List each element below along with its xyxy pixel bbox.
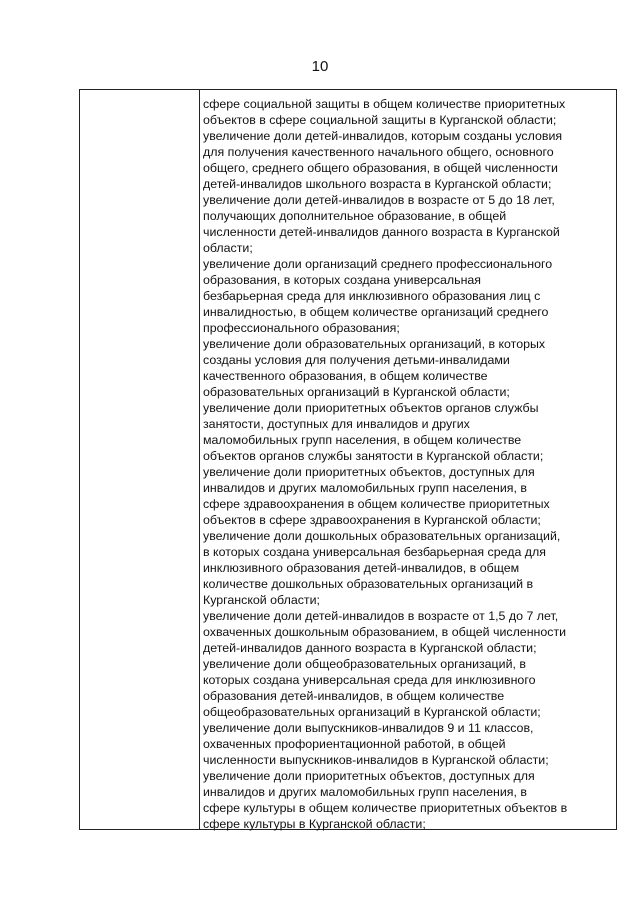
indicator-text-line: увеличение доли детей-инвалидов, которым созданы условия xyxy=(203,129,563,143)
indicator-text-line: увеличение доли образовательных организаций, в которых xyxy=(203,337,546,351)
indicator-text-line: охваченных дошкольным образованием, в общей численности xyxy=(203,625,567,639)
indicator-text-line: увеличение доли детей-инвалидов в возрасте от 1,5 до 7 лет, xyxy=(203,609,559,623)
indicator-text-line: детей-инвалидов школьного возраста в Курганской области; xyxy=(203,177,552,191)
indicator-text-line: объектов органов службы занятости в Курганской области; xyxy=(203,449,544,463)
indicator-text-line: сфере культуры в общем количестве приоритетных объектов в xyxy=(203,801,568,815)
page-number: 10 xyxy=(311,58,329,75)
indicator-text-line: инклюзивного образования детей-инвалидов, в общем xyxy=(203,561,520,575)
indicator-text-line: для получения качественного начального общего, основного xyxy=(203,145,554,159)
indicator-text-line: численности детей-инвалидов данного возраста в Курганской xyxy=(203,225,560,239)
indicator-text-line: сфере социальной защиты в общем количестве приоритетных xyxy=(203,97,566,111)
indicator-text-line: занятости, доступных для инвалидов и других xyxy=(203,417,470,431)
indicator-text-line: инвалидов и других маломобильных групп населения, в xyxy=(203,481,527,495)
indicator-text-line: детей-инвалидов данного возраста в Курганской области; xyxy=(203,641,537,655)
indicator-text-line: увеличение доли приоритетных объектов, доступных для xyxy=(203,465,535,479)
indicator-text-line: охваченных профориентационной работой, в общей xyxy=(203,737,506,751)
indicator-text-line: которых создана универсальная среда для инклюзивного xyxy=(203,673,536,687)
indicator-text-line: образования, в которых создана универсальная xyxy=(203,273,482,287)
indicator-text-line: инвалидов и других маломобильных групп населения, в xyxy=(203,785,527,799)
indicator-text-line: области; xyxy=(203,241,253,255)
indicator-text-line: созданы условия для получения детьми-инвалидами xyxy=(203,353,510,367)
indicator-text-line: объектов в сфере социальной защиты в Курганской области; xyxy=(203,113,557,127)
indicator-text-line: общего, среднего общего образования, в общей численности xyxy=(203,161,558,175)
indicator-text-line: маломобильных групп населения, в общем количестве xyxy=(203,433,522,447)
indicator-text-line: образования детей-инвалидов, в общем количестве xyxy=(203,689,505,703)
indicator-text-line: увеличение доли приоритетных объектов органов службы xyxy=(203,401,539,415)
indicators-table xyxy=(79,89,617,830)
indicator-text-line: инвалидностью, в общем количестве организаций среднего xyxy=(203,305,549,319)
indicator-text-line: увеличение доли дошкольных образовательных организаций, xyxy=(203,529,561,543)
indicator-text-line: сфере культуры в Курганской области; xyxy=(203,817,426,831)
indicator-text-line: численности выпускников-инвалидов в Курганской области; xyxy=(203,753,549,767)
indicator-text-line: увеличение доли выпускников-инвалидов 9 и 11 классов, xyxy=(203,721,534,735)
indicator-text-line: увеличение доли приоритетных объектов, доступных для xyxy=(203,769,535,783)
indicator-text-line: качественного образования, в общем количестве xyxy=(203,369,488,383)
indicator-text-line: получающих дополнительное образование, в общей xyxy=(203,209,507,223)
indicator-text-line: образовательных организаций в Курганской области; xyxy=(203,385,510,399)
indicator-text-line: Курганской области; xyxy=(203,593,320,607)
indicator-text-line: сфере здравоохранения в общем количестве приоритетных xyxy=(203,497,550,511)
indicator-text-line: увеличение доли организаций среднего профессионального xyxy=(203,257,553,271)
indicator-text-line: профессионального образования; xyxy=(203,321,400,335)
table-right-cell xyxy=(203,96,615,832)
indicator-text-line: количестве дошкольных образовательных организаций в xyxy=(203,577,534,591)
table-left-cell xyxy=(80,90,200,829)
indicator-text-line: увеличение доли детей-инвалидов в возрасте от 5 до 18 лет, xyxy=(203,193,555,207)
indicator-text-line: безбарьерная среда для инклюзивного образования лиц с xyxy=(203,289,541,303)
indicator-text-line: объектов в сфере здравоохранения в Курганской области; xyxy=(203,513,541,527)
indicator-text-line: в которых создана универсальная безбарьерная среда для xyxy=(203,545,546,559)
indicator-text-line: общеобразовательных организаций в Курганской области; xyxy=(203,705,541,719)
indicator-text-line: увеличение доли общеобразовательных организаций, в xyxy=(203,657,526,671)
